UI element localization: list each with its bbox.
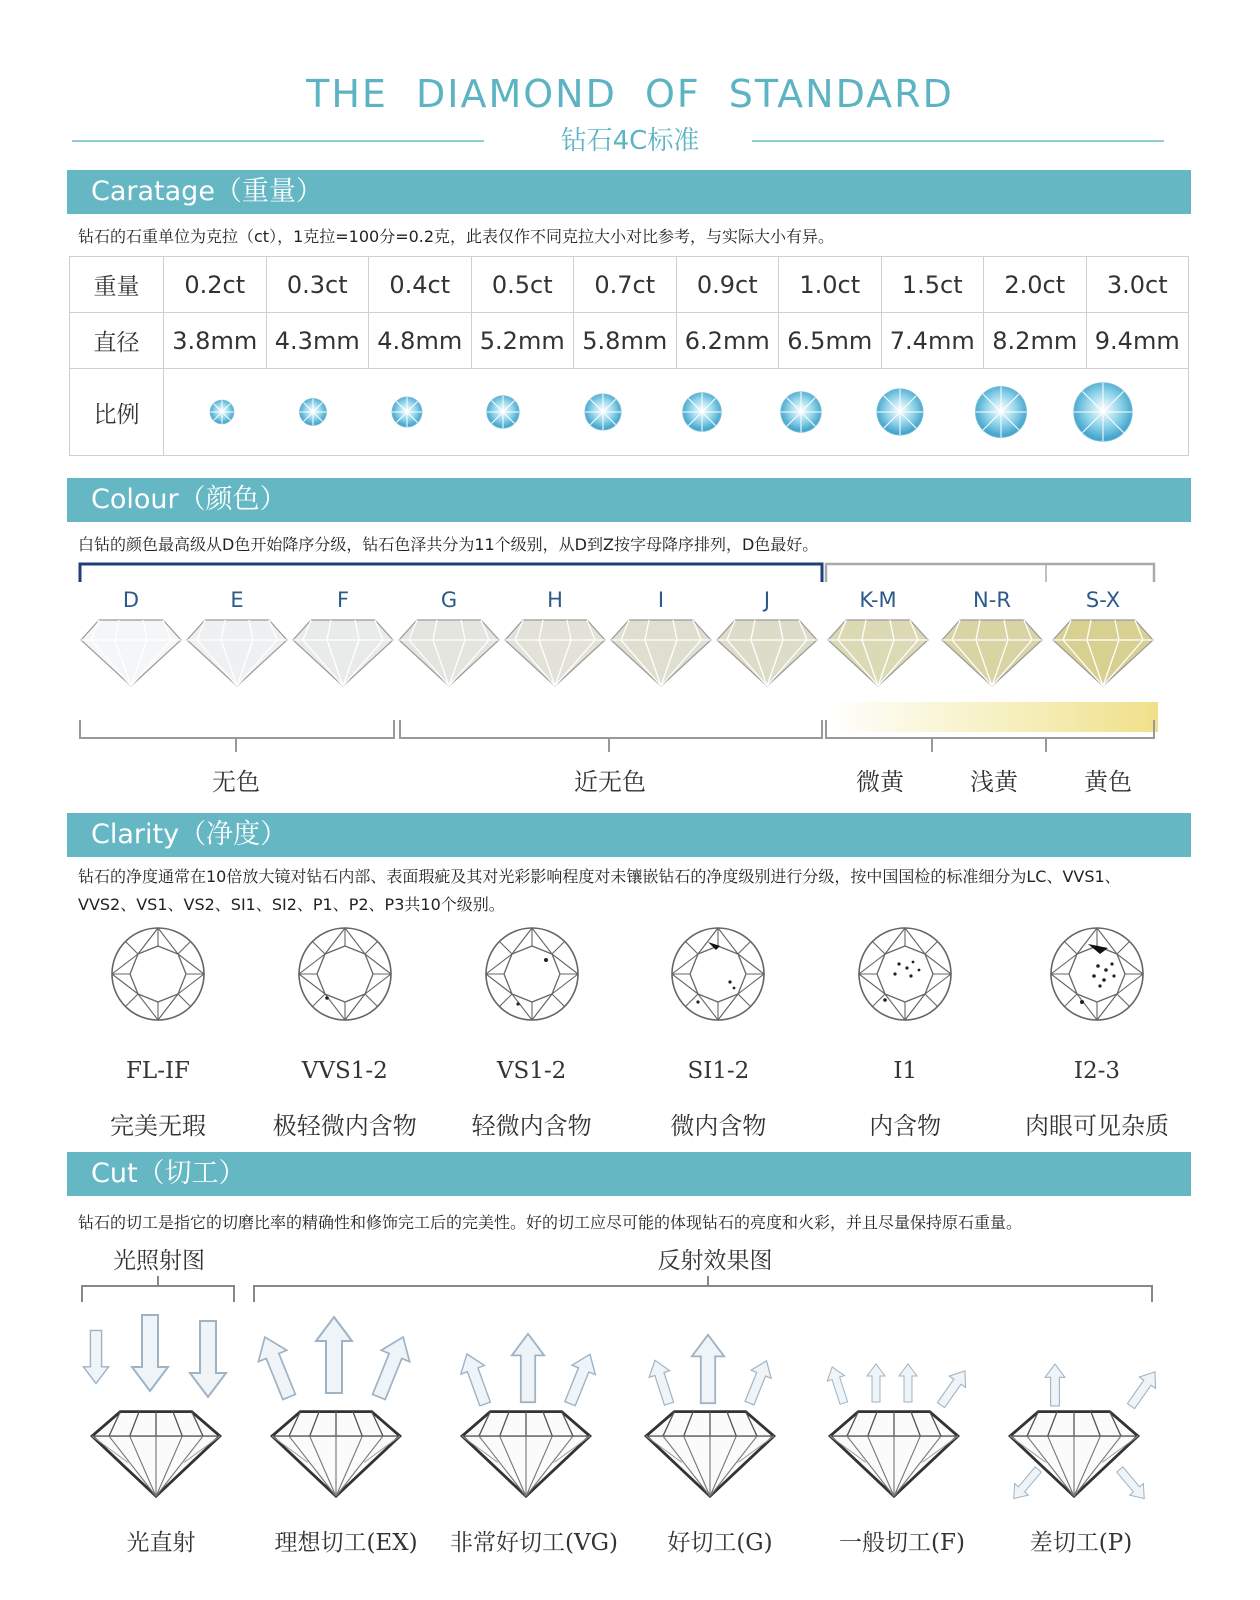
cut-label: 一般切工(F) (839, 1530, 965, 1556)
colour-grade-row (78, 588, 1158, 708)
clarity-description-line2: VVS2、VS1、VS2、SI1、SI2、P1、P2、P3共10个级别。 (78, 895, 505, 914)
cut-light-direct-icon (83, 1315, 226, 1496)
colour-section-heading: Colour（颜色） (67, 478, 1191, 522)
diamond-icon (1048, 612, 1158, 692)
scale-diamond-icon (877, 389, 923, 435)
cut-label: 非常好切工(VG) (450, 1530, 618, 1556)
grade-letter: I (657, 588, 665, 612)
diameter-cell: 5.8mm (574, 313, 677, 369)
scale-diamond-icon (210, 400, 234, 424)
clarity-label: 肉眼可见杂质 (1024, 1112, 1169, 1140)
diamond-icon (714, 612, 820, 692)
cut-fair-icon (824, 1364, 974, 1496)
clarity-grade: VS1-2 (496, 1058, 567, 1084)
colour-description: 白钻的颜色最高级从D色开始降序分级，钻石色泽共分为11个级别，从D到Z按字母降序排列，D色最好。 (78, 535, 819, 554)
clarity-diagram-icon (68, 920, 248, 1030)
page-title-en: THE DIAMOND OF STANDARD (306, 72, 954, 116)
colour-grade-j (714, 588, 820, 708)
clarity-description-line1: 钻石的净度通常在10倍放大镜对钻石内部、表面瑕疵及其对光彩影响程度对未镶嵌钻石的净度级别进行分级，按中国国检的标准细分为LC、VVS1、 (78, 867, 1121, 886)
diameter-cell: 9.4mm (1086, 313, 1189, 369)
clarity-grade: I1 (893, 1058, 918, 1084)
clarity-diagram-icon (1002, 920, 1192, 1030)
cut-label: 好切工(G) (667, 1530, 773, 1556)
colour-category-light-yellow: 浅黄 (970, 768, 1018, 796)
colour-diamond-shape (717, 620, 817, 686)
colour-grade-n-r (936, 588, 1048, 708)
weight-cell: 3.0ct (1086, 257, 1189, 313)
colour-diamond-shape (828, 620, 928, 686)
cut-illustrations (70, 1312, 1180, 1512)
grade-letter: S-X (1085, 588, 1121, 612)
row-label-weight: 重量 (70, 257, 164, 313)
clarity-grade: I2-3 (1073, 1058, 1121, 1084)
clarity-item-vvs (255, 920, 435, 1141)
diameter-cell: 6.2mm (676, 313, 779, 369)
colour-category-near-colourless: 近无色 (574, 768, 646, 796)
colour-category-faint-yellow: 微黄 (856, 768, 904, 796)
diamond-icon (78, 612, 184, 692)
scale-diamond-icon (300, 399, 327, 426)
colour-grade-i (608, 588, 714, 708)
colour-bottom-bracket (78, 718, 1158, 758)
colour-diamond-shape (942, 620, 1042, 686)
cut-label-row (66, 1524, 1190, 1557)
clarity-diagram-icon (628, 920, 808, 1030)
clarity-item-si (628, 920, 808, 1141)
clarity-item-vs (442, 920, 622, 1141)
clarity-label: 轻微内含物 (471, 1112, 592, 1140)
clarity-grade: FL-IF (125, 1058, 191, 1084)
carat-section-heading: Caratage（重量） (67, 170, 1191, 214)
diamond-icon (396, 612, 502, 692)
clarity-diagram-icon (255, 920, 435, 1030)
row-label-scale: 比例 (70, 369, 164, 456)
diamond-scale-chart (165, 370, 1187, 454)
diameter-cell: 3.8mm (164, 313, 267, 369)
grade-letter: D (122, 588, 140, 612)
diamond-icon (184, 612, 290, 692)
colour-grade-e (184, 588, 290, 708)
cut-good-icon (645, 1335, 777, 1496)
weight-cell: 1.5ct (881, 257, 984, 313)
cut-label: 差切工(P) (1029, 1530, 1133, 1556)
cut-group-reflect: 反射效果图 (657, 1248, 773, 1274)
grade-letter: E (230, 588, 244, 612)
row-label-diameter: 直径 (70, 313, 164, 369)
colour-diamond-shape (293, 620, 393, 686)
colour-top-bracket (78, 560, 1158, 590)
diameter-cell: 4.3mm (266, 313, 369, 369)
colour-grade-h (502, 588, 608, 708)
colour-diamond-shape (505, 620, 605, 686)
page-title-zh: 钻石4C标准 (560, 126, 700, 156)
carat-description: 钻石的石重单位为克拉（ct），1克拉=100分=0.2克，此表仅作不同克拉大小对比参考，与实际大小有异。 (78, 227, 835, 246)
clarity-grade: SI1-2 (687, 1058, 750, 1084)
grade-letter: J (763, 588, 771, 612)
clarity-diagram-icon (815, 920, 995, 1030)
scale-diamond-icon (1074, 383, 1132, 441)
grade-letter: K-M (859, 588, 897, 612)
cut-group-light: 光照射图 (113, 1248, 205, 1274)
diamond-icon (820, 612, 936, 692)
diameter-cell: 8.2mm (984, 313, 1087, 369)
scale-diamond-icon (487, 396, 519, 428)
weight-cell: 2.0ct (984, 257, 1087, 313)
clarity-label: 极轻微内含物 (272, 1112, 417, 1140)
weight-cell: 0.3ct (266, 257, 369, 313)
diameter-cell: 4.8mm (369, 313, 472, 369)
scale-diamond-icon (585, 394, 621, 430)
scale-row (164, 369, 1189, 456)
colour-grade-d (78, 588, 184, 708)
colour-diamond-shape (611, 620, 711, 686)
scale-diamond-icon (976, 387, 1027, 438)
diamond-icon (936, 612, 1048, 692)
diamond-icon (502, 612, 608, 692)
weight-cell: 1.0ct (779, 257, 882, 313)
grade-letter: F (336, 588, 350, 612)
grade-letter: N-R (973, 588, 1011, 612)
clarity-item-i2-3 (1002, 920, 1192, 1141)
colour-grade-g (396, 588, 502, 708)
weight-cell: 0.4ct (369, 257, 472, 313)
colour-diamond-shape (399, 620, 499, 686)
clarity-label: 微内含物 (670, 1112, 767, 1140)
diameter-cell: 7.4mm (881, 313, 984, 369)
weight-cell: 0.2ct (164, 257, 267, 313)
weight-cell: 0.9ct (676, 257, 779, 313)
cut-description: 钻石的切工是指它的切磨比率的精确性和修饰完工后的完美性。好的切工应尽可能的体现钻石的亮度和火彩，并且尽量保持原石重量。 (78, 1213, 1023, 1232)
cut-brackets (78, 1272, 1158, 1308)
colour-diamond-shape (1053, 620, 1153, 686)
diamond-icon (290, 612, 396, 692)
colour-diamond-shape (187, 620, 287, 686)
cut-section-heading: Cut（切工） (67, 1152, 1191, 1196)
diamond-icon (608, 612, 714, 692)
weight-cell: 0.5ct (471, 257, 574, 313)
cut-very-good-icon (455, 1334, 602, 1496)
cut-poor-icon (1007, 1364, 1163, 1504)
colour-grade-k-m (820, 588, 936, 708)
colour-grade-s-x (1048, 588, 1158, 708)
colour-category-colourless: 无色 (212, 768, 260, 796)
cut-label: 理想切工(EX) (274, 1530, 418, 1556)
clarity-section-heading: Clarity（净度） (67, 813, 1191, 857)
scale-diamond-icon (683, 393, 721, 431)
scale-diamond-icon (392, 397, 422, 427)
grade-letter: H (547, 588, 563, 612)
clarity-item-fl-if (68, 920, 248, 1141)
weight-cell: 0.7ct (574, 257, 677, 313)
title-divider-right (752, 140, 1164, 142)
grade-letter: G (440, 588, 458, 612)
clarity-grade-row (68, 920, 1192, 1141)
clarity-item-i1 (815, 920, 995, 1141)
scale-diamond-icon (781, 392, 821, 432)
clarity-label: 内含物 (869, 1112, 942, 1140)
carat-table (69, 256, 1189, 456)
cut-label: 光直射 (126, 1530, 196, 1556)
clarity-grade: VVS1-2 (301, 1058, 388, 1084)
colour-category-yellow: 黄色 (1084, 768, 1132, 796)
clarity-label: 完美无瑕 (110, 1112, 206, 1140)
colour-diamond-shape (81, 620, 181, 686)
diameter-cell: 5.2mm (471, 313, 574, 369)
diameter-cell: 6.5mm (779, 313, 882, 369)
clarity-diagram-icon (442, 920, 622, 1030)
cut-excellent-icon (251, 1317, 418, 1496)
colour-grade-f (290, 588, 396, 708)
